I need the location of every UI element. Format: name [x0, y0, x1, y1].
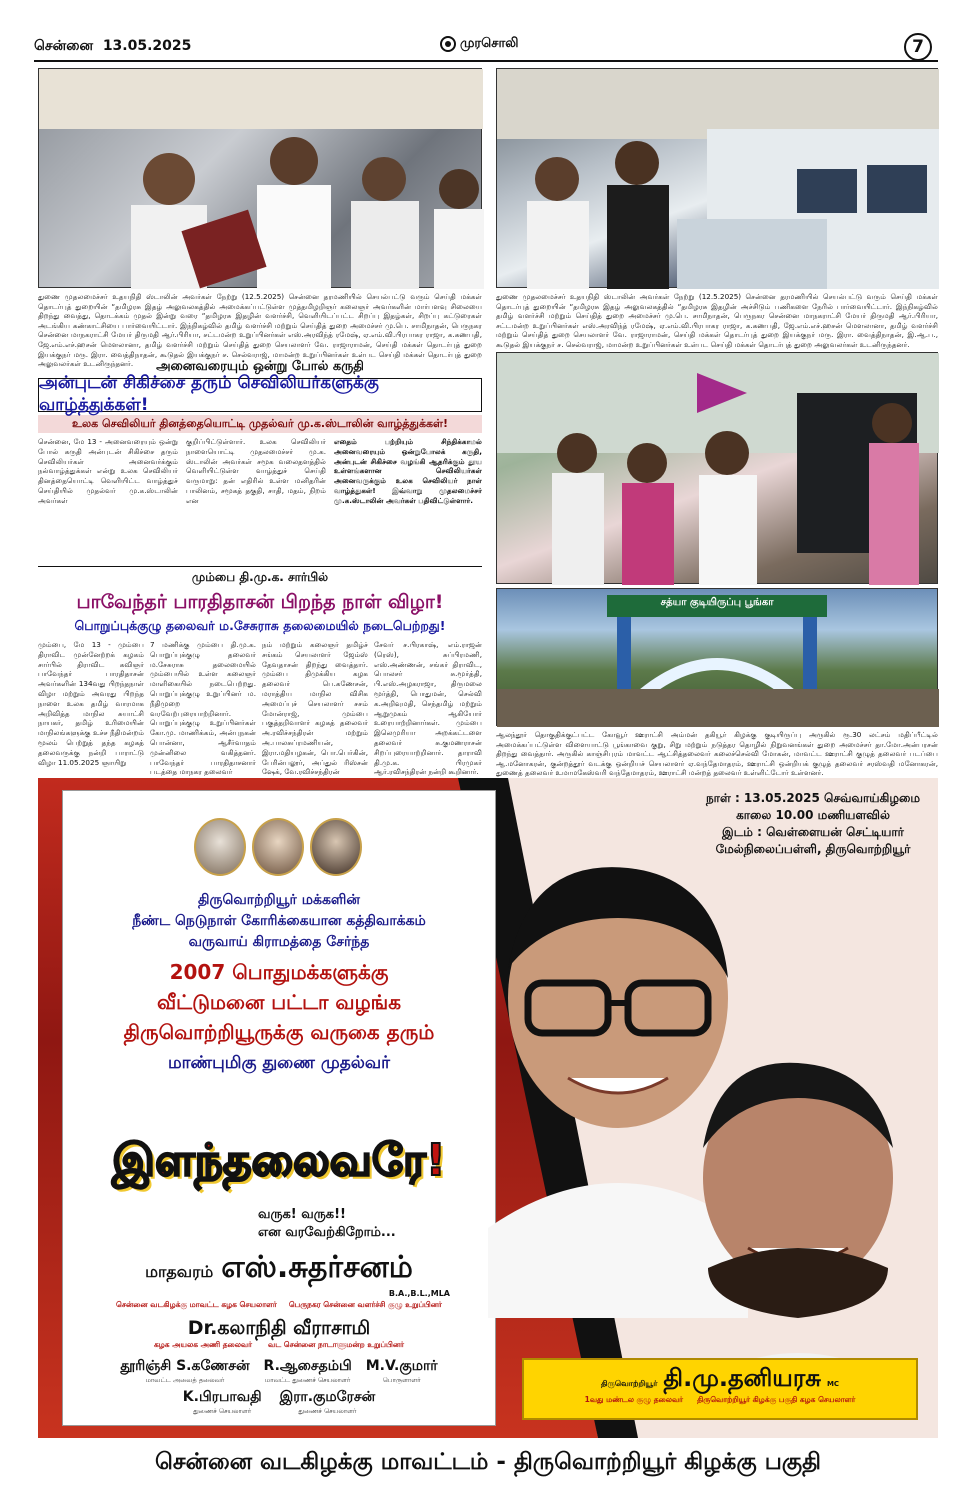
- ad-line-3: வருவாய் கிராமத்தை சேர்ந்த: [188, 934, 370, 950]
- bharathidasan-subhead: பொறுப்புக்குழு தலைவர் ம.சேசுராசு தலைமையில் நடைபெற்றது!: [74, 618, 446, 633]
- ad-footer-text: சென்னை வடகிழக்கு மாவட்டம் - திருவொற்றியூர் கிழக்கு பகுதி: [155, 1448, 821, 1475]
- divider: [38, 566, 482, 567]
- top-right-caption: துணை முதலமைச்சர் உதயநிதி ஸ்டாலின் அவர்கள் நேற்று (12.5.2025) சென்னை தரமணியில் செயல்பட்டு வரும் செய்தி மக்கள் தொடர்புத் துறையின் “தமிழரசு இதழ் அலுவலகத்தில் “தமிழரசு இதழின் அச்சிடும் பணிகளை நேரில் பார்வையிட்டார். இந்நிகழ்வில் தமிழ் வளர்ச்சி மற்றும் செய்தித் துறை அமைச்சர் மு.பெ. சாமிநாதன், பெருநகர சென்னை மாநகராட்சி மேயர் திருமதி ஆர்.பிரியா, சட்டமன்ற உறுப்பினர்கள் எஸ்.அரவிந்த் ரமேஷ், ஏ.எம்.வி.பிரபாகர ராஜா, க.கணபதி, ஜே.எம்.எச்.ஹசன் மௌலானா, தமிழ் வளர்ச்சி மற்றும் செய்தித் துறை செயலாளர் வே. ராஜாராமன், செய்தி மக்கள் தொடர்புத் துறை இயக்குநர் மரு. இரா. வைத்திநாதன், இ.ஆ.ப., கூடுதல் இயக்குநர் ச. செல்வராஜ், மாமன்ற உறுப்பினர்கள் உள்பட செய்தி மக்கள் தொடர்புத் துறை அலுவலர்கள் உடனிருந்தனர்.: [496, 292, 938, 349]
- second-role-2: வட சென்னை நாடாளுமன்ற உறுப்பினர்: [268, 1340, 405, 1349]
- ad-line-5: வீட்டுமனை பட்டா வழங்க: [157, 990, 401, 1014]
- nurses-headline-box: [38, 373, 482, 415]
- name-entry: R.ஆசைதம்பி மாவட்ட துணைச் செயலாளர்: [263, 1358, 352, 1384]
- photo-illustration: [497, 69, 939, 289]
- park-caption: ஆலந்தூர் தொகுதிக்குட்பட்ட கோவூர் ஊராட்சி அம்மன் தகியூர் கிழக்கு குடியிருப்பு அருகில் ரூ.30 லட்சம் மதிப்பீட்டில் அமைக்கப்பட்டுள்ள விளையாட்டு பூங்காவை குறு, சிறு மற்றும் நடுத்தர தொழில் நிறுவனங்கள் துறை அமைச்சர் தா.மோ.அன்பரசன் திறந்து வைத்தார். அருகில் காஞ்சிபுரம் மாவட்ட ஆட்சித்தலைவர் கலைச்செல்வி மோகன், மாவட்ட ஊராட்சி குழுத் தலைவர் படப்பை ஆ.மனோகரன், குன்றத்தூர் வடக்கு ஒன்றியச் செயலாளர் ஏ.வந்தேமாதரம், ஊராட்சி ஒன்றியக் குழுத் தலைவர் சரஸ்வதி மனோகரன், துணைத் தலைவர் உமாமகேஸ்வரி வந்தேமாதரம், ஊராட்சி மன்றத் தலைவர் உள்ளிட்டோர் உள்ளனர்.: [496, 730, 938, 778]
- header-rule: [34, 60, 938, 62]
- photo-illustration: [39, 69, 483, 289]
- ad-portraits: [468, 848, 908, 1408]
- ad-welcome-1: வருக! வருக!!: [258, 1207, 346, 1222]
- page-number-badge: [904, 33, 932, 61]
- host-degree: B.A.,B.L.,MLA: [388, 1289, 450, 1298]
- leader-portrait-1: [194, 818, 246, 876]
- name-entry: M.V.குமார் பொருளாளர்: [365, 1358, 438, 1384]
- page-header: [0, 0, 972, 62]
- host-role-2: பெருநகர சென்னை வளர்ச்சி குழு உறுப்பினர்: [288, 1300, 442, 1309]
- second-role-1: கழக அயலக அணி தலைவர்: [153, 1340, 253, 1349]
- name-entry: K.பிரபாவதி துணைச் செயலாளர்: [182, 1389, 262, 1415]
- photo-plaque-inauguration: [496, 352, 938, 584]
- ad-line-6: திருவொற்றியூருக்கு வருகை தரும்: [123, 1020, 435, 1044]
- welcome-advertisement: [38, 778, 938, 1438]
- event-venue: இடம் : வெள்ளையன் செட்டியார்: [722, 825, 904, 839]
- bharathidasan-col-3: நம் மற்றும் கலைஞர் தமிழ்ச் சங்கம் செயலாளர் ஜேம்ஸ் தேவதாசன் திறந்து வைத்தார். மும்பை திமுக்கிய கழக தலைவர் பெ.கணேசன், மராத்திய மாநில விசிக அமைப்புச் செயலாளர் சசம் மோன்ராஜ், மும்பை பகுத்தறிவாளர் கழகத் தலைவர் அ.ரவிச்சந்திரன் மற்றும் அ.பாலசுப்ரமணியன், இரா.மதியழகன், பொ.பெர்கின், பேரின்பலூர், அப்துல் ரிஸ்சன் ஷேக், வே.ரவிச்சந்திரன்: [262, 640, 368, 777]
- second-name: Dr.கலாநிதி வீராசாமி: [187, 1317, 371, 1339]
- photo-printing-press-visit: [496, 68, 938, 288]
- ad-line-4: 2007 பொதுமக்களுக்கு: [169, 960, 389, 984]
- event-venue-2: மேல்நிலைப்பள்ளி, திருவொற்றியூர்: [715, 842, 911, 856]
- park-banner-text: சத்யா குடியிருப்பு பூங்கா: [660, 597, 774, 608]
- name-entry: இரா.குமரேசன் துணைச் செயலாளர்: [279, 1389, 376, 1415]
- ad-big-title-box: [74, 1126, 484, 1200]
- bharathidasan-col-1: மும்பை, மே 13 - மும்பை திராவிட முன்னேற்றக் கழகம் சார்பில் திராவிட கவிஞர் பாவேந்தர் பாரதிதாசன் அவர்களின் 134வது பிறந்தநாள் விழா மற்றும் அவரது பிறந்த நாளை உலக தமிழ் வாரமாக அறிவித்த மாநில சுயாட்சி நாயகர், தமிழ் உரிமையின் மாநிலங்களுக்கு உச்ச நீதிமன்றம் மூலம் பெற்றுத் தந்த கழகத் தலைவருக்கு நன்றி பாராட்டு விழா 11.05.2025 ஞாயிறு: [38, 640, 144, 767]
- drum-logo-icon: [440, 36, 456, 52]
- bharathidasan-columns: [38, 640, 482, 777]
- ad-welcome-2: என வரவேற்கிறோம்...: [258, 1225, 396, 1240]
- ad-footer-banner: [38, 1440, 938, 1486]
- host-role-1: சென்னை வடகிழக்கு மாவட்ட கழக செயலாளர்: [116, 1300, 277, 1309]
- paper-name: முரசொலி: [460, 36, 519, 51]
- leader-portrait-3: [310, 818, 362, 876]
- leader-portrait-2: [252, 818, 304, 876]
- portrait-chief-minister: [488, 867, 748, 1318]
- photo-illustration: [497, 353, 939, 585]
- host-prefix: மாதவரம்: [145, 1262, 214, 1281]
- host-name: எஸ்.சுதர்சனம்: [221, 1250, 413, 1285]
- photo-illustration: [497, 589, 939, 727]
- header-date: 13.05.2025: [102, 38, 192, 54]
- leaders-portrait-strip: [190, 818, 366, 882]
- right-name: தி.மு.தனியரசு: [663, 1364, 821, 1392]
- names-row-1: [74, 1358, 484, 1385]
- right-role-2: திருவொற்றியூர் கிழக்கு பகுதி கழக செயலாளர்: [697, 1395, 856, 1404]
- bharathidasan-col-2: 7 மணிக்கு மும்பை தி.மு.க. பொறுப்புக்குழு தலைவர் ம.சேசுராசு தலைமையில் மும்பையில் உள்ள கலைஞர் மாளிகையில் நடைபெற்றது. பொறுப்புக்குழு உறுப்பினர் ம. நீதிமுறை வரவேற்புரையாற்றினார். பொறுப்புக்குழு உறுப்பினர்கள் கோ.மு. மாணிக்கம், அன்புநகன் பொன்னா, ஆசீர்வாதம் முன்னிலை வகித்தனர். பாவேந்தர் பாரதிதாசனார் படத்தை மாநகர தலைவர்: [150, 640, 256, 777]
- right-name-plate: [522, 1358, 918, 1420]
- nurses-kicker: அனைவரையும் ஒன்று போல் கருதி: [156, 359, 364, 374]
- nurses-col-2: குறிப்பிட்டுள்ளார். உலக செவிலியர் நாளையொட்டி முதலமைச்சர் மு.க. ஸ்டாலின் அவர்கள் சமூக வலைதளத்தில் வெளியிட்டுள்ள வாழ்த்துச் செய்தி வருமாறு: தன் எதிரில் உள்ள மனிதரின் பாலினம், சமூகத் தகுதி, சாதி, மதம், நிறம் என: [186, 437, 326, 505]
- right-prefix: திருவொற்றியூர்: [600, 1379, 658, 1388]
- bharathidasan-headline: பாவேந்தர் பாரதிதாசன் பிறந்த நாள் விழா!: [76, 591, 444, 613]
- bharathidasan-kicker: மும்பை தி.மு.க. சார்பில்: [191, 570, 329, 584]
- ad-big-title: இளந்தலைவரே!: [112, 1134, 446, 1186]
- ad-line-2: நீண்ட நெடுநாள் கோரிக்கையான கத்திவாக்கம்: [132, 913, 426, 929]
- page-number: 7: [912, 37, 924, 57]
- event-time: காலை 10.00 மணியளவில்: [736, 808, 890, 822]
- nurses-col-3: எதைம் பற்றியும் சிந்திக்காமல் அனைவரையும் ஒன்றுபோலக் கருதி, அன்புடன் சிகிச்சை வழங்கி ஆதரிக்கும் தூய உள்ளங்களான செவிலியர்கள் அனைவருக்கும் உலக செவிலியர் நாள் வாழ்த்துகள்! இவ்வாறு முதலமைச்சர் மு.க.ஸ்டாலின் அவர்கள் பதிவிட்டுள்ளார்.: [334, 437, 482, 505]
- photo-park-gate: [496, 588, 938, 726]
- portrait-deputy-chief-minister: [688, 1063, 908, 1408]
- ad-line-1: திருவொற்றியூர் மக்களின்: [198, 892, 360, 908]
- right-role-1: 1வது மண்டல குழு தலைவர்: [584, 1395, 684, 1404]
- nurses-subhead: உலக செவிலியர் தினத்தையொட்டி முதல்வர் மு.க.ஸ்டாலின் வாழ்த்துக்கள்!: [38, 415, 482, 433]
- event-date: நாள் : 13.05.2025 செவ்வாய்கிழமை: [705, 791, 921, 805]
- photo-deputy-cm-reading-magazine: [38, 68, 482, 288]
- bharathidasan-col-4: சேவர் ச.பிரகாஷ், எம்.ராஜன் (ரெஸ்), சுப்பிரமணி, எஸ்.அண்ணன், சங்கர் திராவிட, பொலசர் சு.மூர்த்தி, பி.எஸ்.அழகராஜா, திருமலை மூர்த்தி, பொதுமன், செல்வி க.அறிவுமதி, செந்தமிழ் மற்றும் ஆறுமுகம் ஆகியோர் உரையாற்றினார்கள். மும்பை இலெமுரியா அறக்கட்டளை தலைவர் சு.குமணராசன் சிறப்புரையாற்றினார். தாராவி தி.மு.க. பிரமுகர் ஆர்.ரவிசந்திரன் நன்றி கூறினார்.: [374, 640, 482, 777]
- right-degree: MC: [826, 1380, 840, 1388]
- nurses-col-1: சென்னை, மே 13 - அனைவரையும் ஒன்று போல் கருதி அன்புடன் சிகிச்சை தரும் செவிலியர்கள் அனைவர்க்கும் நல்வாழ்த்துக்கள் என்று உலக செவிலியர் தினத்தையொட்டி வெளியிட்ட வாழ்த்துச் செய்தியில் முதல்வர் மு.க.ஸ்டாலின் அவர்கள்: [38, 437, 178, 505]
- top-left-caption: துணை முதலமைச்சர் உதயநிதி ஸ்டாலின் அவர்கள் நேற்று (12.5.2025) சென்னை தரமணியில் செயல்பட்டு வரும் செய்தி மக்கள் தொடர்புத் துறையின் “தமிழரசு இதழ் அலுவலகத்தில் அமைக்கப்பட்டுள்ள முத்தமிழறிஞர் கலைஞர் அவர்களின் மார்பளவு சிலையை திறந்து வைத்து, தொடக்கம் முதல் இன்று வரை “தமிழரசு இதழின் வளர்ச்சி, வெளியிடப்பட்ட சிறப்பு இதழ்கள், சிறப்பு கட்டுரைகள் அடங்கிய கண்காட்சியை பார்வையிட்டார். இந்நிகழ்வில் தமிழ் வளர்ச்சி மற்றும் செய்தித் துறை அமைச்சர் மு.பெ. சாமிநாதன், பெருநகர சென்னை மாநகராட்சி மேயர் திருமதி ஆர்.பிரியா, சட்டமன்ற உறுப்பினர்கள் எஸ்.அரவிந்த் ரமேஷ், ஏ.எம்.வி.பிரபாகர ராஜா, க.கணபதி, ஜே.எம்.எச்.ஹசன் மௌலானா, தமிழ் வளர்ச்சி மற்றும் செய்தித் துறை செயலாளர் வே. ராஜாராமன், செய்தி மக்கள் தொடர்புத் துறை இயக்குநர் மரு. இரா. வைத்திநாதன், கூடுதல் இயக்குநர் ச. செல்வராஜ், மாமன்ற உறுப்பினர்கள் உள்பட செய்தி மக்கள் தொடர்புத் துறை அலுவலர்கள் உடனிருந்தனர்.: [38, 292, 482, 369]
- nurses-article: [38, 356, 482, 564]
- header-city: சென்னை: [34, 38, 94, 54]
- masthead: [440, 34, 560, 54]
- names-row-2: [74, 1389, 484, 1416]
- ad-line-7: மாண்புமிகு துணை முதல்வர்: [167, 1053, 391, 1073]
- nurses-columns: [38, 437, 482, 527]
- nurses-headline: அன்புடன் சிகிச்சை தரும் செவிலியர்களுக்கு வாழ்த்துக்கள்!: [39, 373, 379, 415]
- ad-host-block: [74, 1250, 484, 1416]
- name-entry: தூரிஞ்சி S.கணேசன் மாவட்ட அவைத் தலைவர்: [120, 1358, 250, 1384]
- bharathidasan-article: [38, 568, 482, 777]
